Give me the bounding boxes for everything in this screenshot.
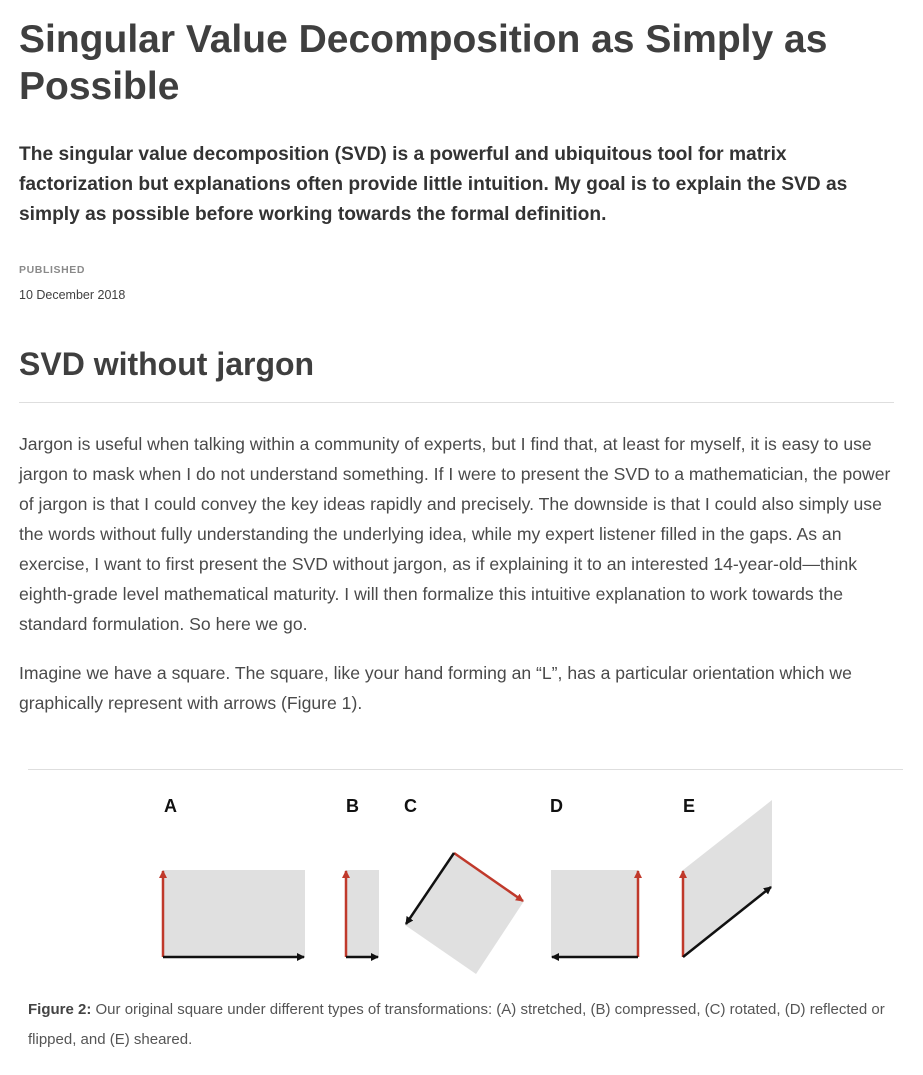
panel-label-e: E — [683, 796, 696, 816]
figure-caption — [28, 995, 888, 1055]
panel-label-a: A — [164, 796, 177, 816]
sheared-shape — [683, 800, 772, 957]
reflected-shape — [551, 870, 638, 957]
section-heading: SVD without jargon — [19, 346, 315, 382]
compressed-shape — [346, 870, 379, 957]
panel-b-compressed — [346, 870, 379, 957]
panel-label-d: D — [550, 796, 563, 816]
published-date: 10 December 2018 — [19, 288, 126, 302]
panel-d-reflected — [551, 870, 638, 957]
panel-label-c: C — [404, 796, 417, 816]
transformations-figure — [0, 770, 923, 1000]
rotated-shape — [405, 853, 524, 974]
published-label: PUBLISHED — [19, 264, 86, 276]
paragraph-square: Imagine we have a square. The square, like your hand forming an “L”, has a particular orientation which we graphically represent with arrows (Figure 1). — [19, 663, 852, 713]
article-title: Singular Value Decomposition as Simply as Possible — [19, 18, 828, 108]
panel-label-b: B — [346, 796, 359, 816]
paragraph-jargon: Jargon is useful when talking within a community of experts, but I find that, at least for myself, it is easy to use jargon to mask when I do not understand something. If I were to present the SVD to a mathematician, the power of jargon is that I could convey the key ideas rapidly and precisely. The downside is that I could also simply use the words without fully understanding the underlying idea, while my expert listener filled in the gaps. As an exercise, I want to first present the SVD without jargon, as if explaining it to an interested 14-year-old—think eighth-grade level mathematical maturity. I will then formalize this intuitive explanation to work towards the standard formulation. So here we go. — [19, 434, 891, 634]
section-divider — [19, 402, 894, 403]
caption-label: Figure 2: — [28, 1001, 92, 1018]
panel-a-stretched — [163, 870, 305, 957]
panel-c-rotated — [405, 853, 524, 974]
panel-e-sheared — [683, 800, 772, 957]
stretched-shape — [163, 870, 305, 957]
article-lede: The singular value decomposition (SVD) is a powerful and ubiquitous tool for matrix factorization but explanations often provide little intuition. My goal is to explain the SVD as simply as possible before working towards the formal definition. — [19, 144, 848, 225]
caption-text: Our original square under different types of transformations: (A) stretched, (B) compressed, (C) rotated, (D) reflected or flipped, and (E) sheared. — [28, 1001, 885, 1048]
